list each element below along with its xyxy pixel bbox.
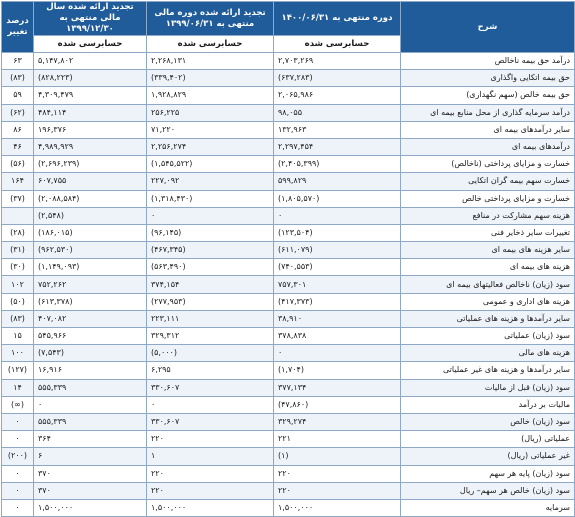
value-year-1399: ۳۷۰ <box>34 482 147 499</box>
value-period-1399: ۲۲۰ <box>147 482 274 499</box>
percent-change: (۲۰۰) <box>2 448 34 465</box>
percent-change: ۱۵ <box>2 328 34 345</box>
financial-table <box>1 1 575 517</box>
value-period-1400: ۳۸,۹۱۰ <box>274 310 401 327</box>
percent-change: (∞) <box>2 396 34 413</box>
value-period-1399: (۲۷۷,۹۵۳) <box>147 293 274 310</box>
percent-change: (۲۸) <box>2 224 34 241</box>
percent-change: (۵۶) <box>2 156 34 173</box>
row-label: خسارت و مزایای پرداختی خالص <box>401 190 575 207</box>
table-row <box>2 276 575 293</box>
value-period-1399: ۲,۲۶۸,۱۳۱ <box>147 53 274 70</box>
row-label: غیر عملیاتی (ریال) <box>401 448 575 465</box>
row-label: درآمدهای بیمه ای <box>401 138 575 155</box>
value-period-1400: (۱,۷۰۴) <box>274 362 401 379</box>
value-year-1399: ۱۶,۹۱۶ <box>34 362 147 379</box>
table-row <box>2 328 575 345</box>
value-period-1399: ۰ <box>147 396 274 413</box>
value-period-1399: ۳۳۰,۶۰۷ <box>147 413 274 430</box>
value-year-1399: ۴۰۷,۰۸۲ <box>34 310 147 327</box>
row-label: سود (زیان) قبل از مالیات <box>401 379 575 396</box>
row-label: حق بیمه اتکایی واگذاری <box>401 70 575 87</box>
value-period-1399: (۵,۰۰۰) <box>147 345 274 362</box>
value-year-1399: (۲,۶۹۶,۲۳۹) <box>34 156 147 173</box>
header-percent-change: درصد تغییر <box>2 2 34 53</box>
value-period-1400: ۲,۰۶۵,۹۸۶ <box>274 87 401 104</box>
value-period-1399: ۲۵۶,۲۲۵ <box>147 104 274 121</box>
percent-change: ۰ <box>2 413 34 430</box>
audited-label-3: حسابرسی شده <box>34 36 147 53</box>
percent-change: (۳۰) <box>2 259 34 276</box>
value-year-1399: ۶ <box>34 448 147 465</box>
value-year-1399: (۶۱۳,۳۷۸) <box>34 293 147 310</box>
value-year-1399: (۷,۵۴۳) <box>34 345 147 362</box>
value-period-1399: (۵۶۳,۴۹۰) <box>147 259 274 276</box>
value-period-1400: ۲۲۰ <box>274 465 401 482</box>
percent-change: ۸۶ <box>2 121 34 138</box>
value-period-1400: ۵۹۹,۸۲۹ <box>274 173 401 190</box>
header-year-1399: تجدید ارائه شده سال مالی منتهی به ۱۳۹۹/۱۲/۳۰ <box>34 2 147 36</box>
percent-change: (۱۲۷) <box>2 362 34 379</box>
percent-change: (۵۰) <box>2 293 34 310</box>
value-period-1399: ۲۲۷,۰۹۲ <box>147 173 274 190</box>
value-period-1399: ۶,۲۹۵ <box>147 362 274 379</box>
table-row <box>2 70 575 87</box>
percent-change: ۱۶۴ <box>2 173 34 190</box>
value-year-1399: ۵,۱۴۷,۸۰۲ <box>34 53 147 70</box>
value-period-1400: (۶۱۱,۰۷۹) <box>274 242 401 259</box>
table-row <box>2 156 575 173</box>
table-row <box>2 499 575 516</box>
table-row <box>2 104 575 121</box>
header-description: شرح <box>401 2 575 53</box>
value-year-1399: ۰ <box>34 396 147 413</box>
table-row <box>2 259 575 276</box>
value-period-1400: ۲۲۰ <box>274 482 401 499</box>
value-period-1400: ۳۲۹,۲۷۴ <box>274 413 401 430</box>
value-year-1399: ۴۸۴,۱۱۴ <box>34 104 147 121</box>
value-year-1399: (۱۸۶,۰۱۵) <box>34 224 147 241</box>
value-period-1399: ۲,۲۵۶,۲۷۴ <box>147 138 274 155</box>
value-period-1400: ۷۵۷,۳۰۱ <box>274 276 401 293</box>
row-label: سود (زیان) خالص هر سهم– ریال <box>401 482 575 499</box>
row-label: سود (زیان) پایه هر سهم <box>401 465 575 482</box>
percent-change: ۰ <box>2 465 34 482</box>
value-period-1400: (۴۱۷,۳۷۳) <box>274 293 401 310</box>
value-period-1400: ۹۸,۰۵۵ <box>274 104 401 121</box>
value-period-1400: ۳۷۸,۸۳۸ <box>274 328 401 345</box>
value-year-1399: ۴,۳۰۹,۴۷۹ <box>34 87 147 104</box>
table-row <box>2 53 575 70</box>
table-row <box>2 396 575 413</box>
row-label: حق بیمه خالص (سهم نگهداری) <box>401 87 575 104</box>
row-label: سایر هزینه های بیمه ای <box>401 242 575 259</box>
value-year-1399: ۶۰۷,۷۵۵ <box>34 173 147 190</box>
value-year-1399: ۳۷۰ <box>34 465 147 482</box>
value-year-1399: (۲,۵۴۸) <box>34 207 147 224</box>
value-period-1399: ۳۲۹,۳۱۲ <box>147 328 274 345</box>
row-label: سایر درآمدها و هزینه های غیر عملیاتی <box>401 362 575 379</box>
percent-change: (۳۱) <box>2 242 34 259</box>
table-row <box>2 242 575 259</box>
value-period-1400: ۲۲۱ <box>274 431 401 448</box>
value-period-1400: (۱,۸۰۵,۵۷۰) <box>274 190 401 207</box>
percent-change: (۸۳) <box>2 310 34 327</box>
value-period-1399: ۲۲۰ <box>147 465 274 482</box>
table-row <box>2 465 575 482</box>
percent-change: ۶۳ <box>2 53 34 70</box>
value-period-1399: ۱,۵۰۰,۰۰۰ <box>147 499 274 516</box>
value-period-1400: (۷۴۰,۵۵۳) <box>274 259 401 276</box>
audited-label-1: حسابرسی شده <box>274 36 401 53</box>
table-row <box>2 413 575 430</box>
value-period-1399: (۱,۳۱۸,۴۳۰) <box>147 190 274 207</box>
table-row <box>2 482 575 499</box>
value-period-1400: (۶۳۷,۲۸۳) <box>274 70 401 87</box>
table-row <box>2 448 575 465</box>
audited-label-2: حسابرسی شده <box>147 36 274 53</box>
row-label: سود (زیان) خالص <box>401 413 575 430</box>
table-row <box>2 173 575 190</box>
value-period-1400: (۴۷,۸۶۰) <box>274 396 401 413</box>
value-period-1399: (۳۳۹,۴۰۲) <box>147 70 274 87</box>
value-period-1400: ۲,۲۹۷,۴۵۴ <box>274 138 401 155</box>
table-row <box>2 190 575 207</box>
percent-change: ۰ <box>2 482 34 499</box>
row-label: هزینه های اداری و عمومی <box>401 293 575 310</box>
header-period-1400: دوره منتهی به ۱۴۰۰/۰۶/۳۱ <box>274 2 401 36</box>
value-period-1399: ۰ <box>147 207 274 224</box>
percent-change: ۱۰۰ <box>2 345 34 362</box>
table-row <box>2 345 575 362</box>
value-period-1400: ۱,۵۰۰,۰۰۰ <box>274 499 401 516</box>
table-row <box>2 362 575 379</box>
table-row <box>2 87 575 104</box>
row-label: تغییرات سایر ذخایر فنی <box>401 224 575 241</box>
value-year-1399: ۱۹۶,۳۷۶ <box>34 121 147 138</box>
value-period-1399: ۱,۹۲۸,۸۲۹ <box>147 87 274 104</box>
row-label: سایر درآمدها و هزینه های عملیاتی <box>401 310 575 327</box>
value-year-1399: ۵۴۵,۹۶۶ <box>34 328 147 345</box>
value-period-1399: (۱,۵۴۵,۵۲۲) <box>147 156 274 173</box>
value-year-1399: (۹۶۲,۵۳۰) <box>34 242 147 259</box>
row-label: هزینه سهم مشارکت در منافع <box>401 207 575 224</box>
value-year-1399: ۵۵۵,۳۳۹ <box>34 413 147 430</box>
header-row <box>2 2 575 36</box>
table-row <box>2 293 575 310</box>
value-year-1399: ۵۵۵,۳۳۹ <box>34 379 147 396</box>
table-row <box>2 379 575 396</box>
row-label: عملیاتی (ریال) <box>401 431 575 448</box>
row-label: خسارت و مزایای پرداختی (ناخالص) <box>401 156 575 173</box>
percent-change: (۸۳) <box>2 70 34 87</box>
value-period-1400: (۱۲۳,۵۰۴) <box>274 224 401 241</box>
row-label: سرمایه <box>401 499 575 516</box>
percent-change <box>2 207 34 224</box>
table-row <box>2 431 575 448</box>
value-period-1399: ۳۳۰,۶۰۷ <box>147 379 274 396</box>
row-label: سود (زیان) عملیاتی <box>401 328 575 345</box>
value-year-1399: (۲,۰۸۸,۵۸۴) <box>34 190 147 207</box>
header-period-1399: تجدید ارائه شده دوره مالی منتهی به ۱۳۹۹/۰۶/۳۱ <box>147 2 274 36</box>
row-label: مالیات بر درآمد <box>401 396 575 413</box>
value-period-1400: ۰ <box>274 207 401 224</box>
percent-change: ۴۶ <box>2 138 34 155</box>
value-period-1400: ۲,۷۰۳,۲۶۹ <box>274 53 401 70</box>
value-period-1399: (۹۶,۱۴۵) <box>147 224 274 241</box>
value-period-1400: ۱۳۲,۹۶۳ <box>274 121 401 138</box>
percent-change: ۱۰۲ <box>2 276 34 293</box>
table-row <box>2 207 575 224</box>
value-year-1399: ۳۶۴ <box>34 431 147 448</box>
value-period-1399: ۲۲۰ <box>147 431 274 448</box>
percent-change: ۰ <box>2 431 34 448</box>
row-label: هزینه های بیمه ای <box>401 259 575 276</box>
value-period-1399: ۳۷۴,۱۵۴ <box>147 276 274 293</box>
row-label: سود (زیان) ناخالص فعالیتهای بیمه ای <box>401 276 575 293</box>
row-label: درآمد حق بیمه ناخالص <box>401 53 575 70</box>
value-period-1399: ۷۱,۲۲۰ <box>147 121 274 138</box>
row-label: هزینه های مالی <box>401 345 575 362</box>
percent-change: ۰ <box>2 499 34 516</box>
value-year-1399: ۱,۵۰۰,۰۰۰ <box>34 499 147 516</box>
value-year-1399: ۴,۹۸۹,۹۲۹ <box>34 138 147 155</box>
value-period-1399: ۱ <box>147 448 274 465</box>
percent-change: (۳۷) <box>2 190 34 207</box>
percent-change: ۵۹ <box>2 87 34 104</box>
percent-change: ۱۴ <box>2 379 34 396</box>
value-year-1399: (۱,۱۴۹,۰۹۳) <box>34 259 147 276</box>
value-year-1399: (۸۲۸,۲۲۳) <box>34 70 147 87</box>
value-year-1399: ۷۵۲,۲۶۲ <box>34 276 147 293</box>
value-period-1400: ۰ <box>274 345 401 362</box>
value-period-1400: (۲,۴۰۵,۳۹۹) <box>274 156 401 173</box>
row-label: خسارت سهم بیمه گران اتکایی <box>401 173 575 190</box>
row-label: سایر درآمدهای بیمه ای <box>401 121 575 138</box>
percent-change: (۶۲) <box>2 104 34 121</box>
value-period-1400: ۳۷۷,۱۳۴ <box>274 379 401 396</box>
row-label: درآمد سرمایه گذاری از محل منابع بیمه ای <box>401 104 575 121</box>
value-period-1400: (۱) <box>274 448 401 465</box>
table-row <box>2 121 575 138</box>
value-period-1399: ۲۲۳,۱۱۱ <box>147 310 274 327</box>
table-row <box>2 138 575 155</box>
table-row <box>2 224 575 241</box>
table-row <box>2 310 575 327</box>
value-period-1399: (۴۶۷,۳۴۵) <box>147 242 274 259</box>
